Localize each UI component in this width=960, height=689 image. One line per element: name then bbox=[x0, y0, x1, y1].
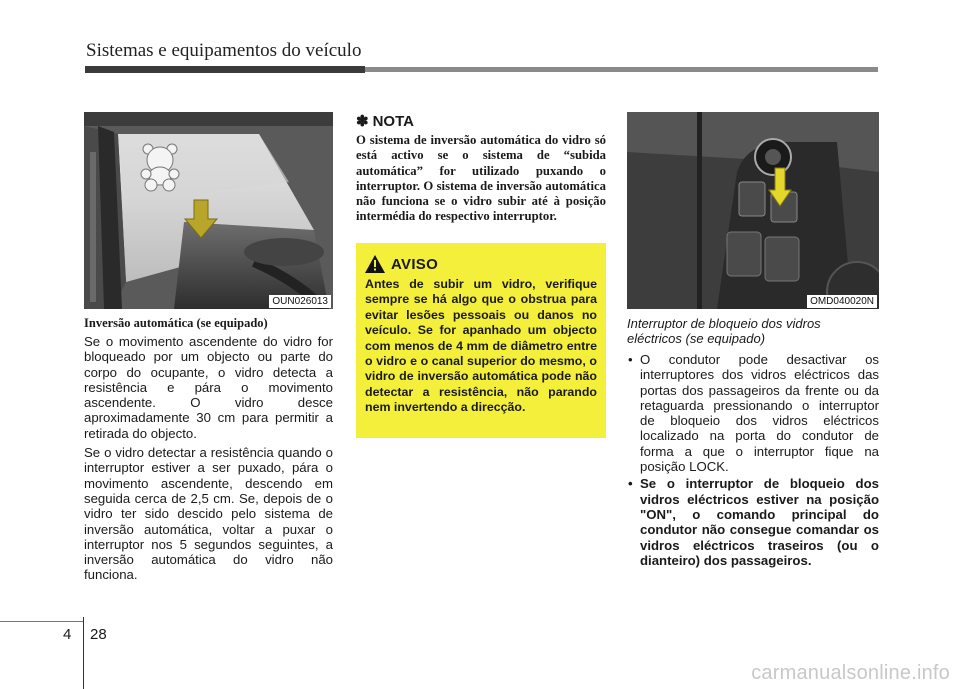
chapter-number: 4 bbox=[63, 626, 72, 643]
paragraph: Se o vidro detectar a resistência quando o interruptor estiver a ser puxado, pára o movimento ascendente, descendo em seguida cerca de 2,5 cm. Se, depois de o vidro ter sido descido pelo sistema de inversão automática, voltar a puxar o interruptor nos 5 segundos seguintes, a inversão automática do vidro não funciona. bbox=[84, 445, 333, 583]
window-lock-section bbox=[627, 316, 879, 570]
window-photo bbox=[84, 112, 333, 309]
header-rule-accent bbox=[85, 66, 365, 73]
page-header-title: Sistemas e equipamentos do veículo bbox=[86, 40, 362, 61]
note-text: O sistema de inversão automática do vidro só está activo se o sistema de “subida automática” for utilizado puxando o interruptor. O sistema de inversão automática não funciona se o vidro subir até à posição intermédia do respectivo interruptor. bbox=[356, 133, 606, 224]
paragraph: Se o movimento ascendente do vidro for bloqueado por um objecto ou parte do corpo do ocupante, o vidro detecta a resistência e pára o movimento ascendente. O vidro desce aproximadamente 30 cm para permitir a retirada do objecto. bbox=[84, 334, 333, 441]
footer-rule bbox=[0, 621, 83, 622]
photo-code-left: OUN026013 bbox=[269, 295, 331, 308]
photo-code-right: OMD040020N bbox=[807, 295, 877, 308]
switch-photo bbox=[627, 112, 879, 309]
watermark: carmanualsonline.info bbox=[751, 662, 950, 684]
window-illustration bbox=[84, 112, 333, 309]
asterisk-icon: ✽ bbox=[356, 113, 369, 130]
page-number: 28 bbox=[90, 626, 107, 643]
section-heading: Interruptor de bloqueio dos vidros eléctricos (se equipado) bbox=[627, 316, 821, 346]
note-section bbox=[356, 112, 606, 225]
bullet-item bbox=[627, 352, 879, 474]
warning-heading bbox=[365, 255, 597, 273]
bullet-text: Se o interruptor de bloqueio dos vidros eléctricos estiver na posição "ON", o comando principal do condutor não consegue comandar os vidros eléctricos traseiros (ou o dianteiro) dos passageiros. bbox=[640, 476, 879, 568]
auto-reverse-section bbox=[84, 316, 333, 587]
warning-box bbox=[356, 243, 606, 438]
bullet-dot: • bbox=[628, 476, 633, 492]
switch-illustration bbox=[627, 112, 879, 309]
note-heading bbox=[356, 112, 606, 130]
bullet-dot: • bbox=[628, 352, 633, 367]
footer-rule bbox=[83, 617, 84, 689]
bullet-text: O condutor pode desactivar os interruptores dos vidros eléctricos das portas dos passageiros da frente ou da retaguarda pressionando o interruptor de bloqueio dos vidros eléctricos localizado na porta do condutor de forma a que o interruptor fique na posição LOCK. bbox=[640, 352, 879, 475]
bullet-item bbox=[627, 476, 879, 568]
warning-title: AVISO bbox=[391, 255, 439, 273]
warning-text: Antes de subir um vidro, verifique sempre se há algo que o obstrua para evitar lesões pessoais ou danos no veículo. Se for apanhado um objecto com menos de 4 mm de diâmetro entre o vidro e o canal superior do mesmo, o vidro de inversão automática pode não detectar a resistência, não parando nem invertendo a direcção. bbox=[365, 277, 597, 415]
section-subheading: Inversão automática (se equipado) bbox=[84, 316, 268, 330]
note-title: NOTA bbox=[372, 112, 414, 130]
warning-triangle-icon bbox=[365, 255, 385, 273]
